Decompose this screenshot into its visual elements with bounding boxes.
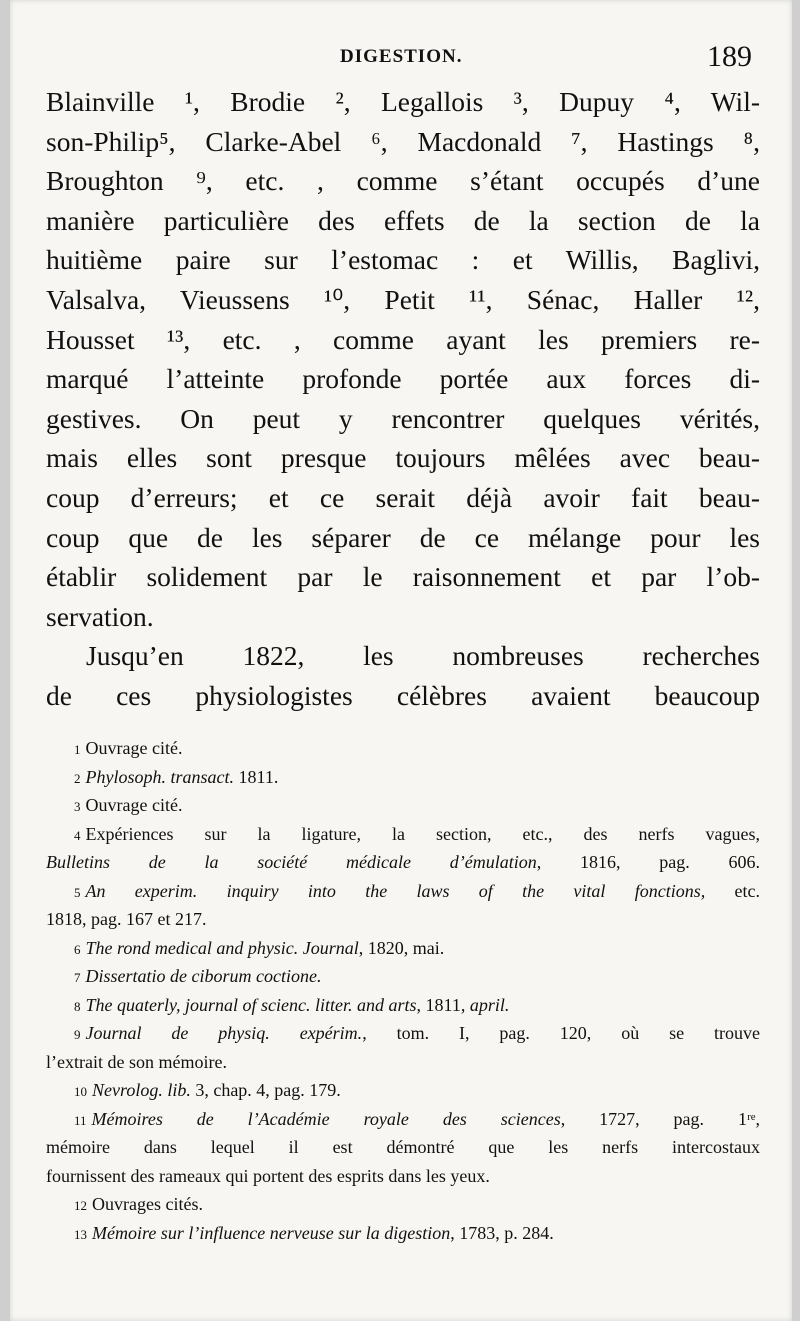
text-line: Blainville ¹, Brodie ², Legallois ³, Dupuy ⁴, Wil- xyxy=(46,86,760,117)
main-text xyxy=(46,82,760,716)
footnote-text: l’extrait de son mémoire. xyxy=(46,1051,227,1072)
text-line: manière particulière des effets de la section de la xyxy=(46,204,760,236)
footnote-number: 13 xyxy=(74,1226,87,1242)
text-line: gestives. On peut y rencontrer quelques vérités, xyxy=(46,402,760,434)
page-number: 189 xyxy=(707,40,752,73)
footnote-text: The rond medical and physic. Journal xyxy=(85,937,359,958)
footnote-text: Bulletins de la société médicale d’émulation xyxy=(46,852,537,872)
text-line: huitième paire sur l’estomac : et Willis, Baglivi, xyxy=(46,244,760,276)
footnote-number: 1 xyxy=(74,742,81,757)
footnote-text: fournissent des rameaux qui portent des esprits dans les yeux. xyxy=(46,1165,490,1186)
footnote-line xyxy=(46,820,760,849)
text-line: de ces physiologistes célèbres avaient beaucoup xyxy=(46,679,760,711)
footnote-number: 2 xyxy=(74,770,81,786)
running-title: DIGESTION. xyxy=(340,46,463,67)
footnote-text: etc. xyxy=(705,880,761,901)
footnote-text: Phylosoph. transact. xyxy=(85,766,234,787)
footnote-text: Mémoires de l’Académie royale des sciences xyxy=(91,1108,561,1129)
text-line: établir solidement par le raisonnement et par l’ob- xyxy=(46,561,760,593)
footnote-text: , 1816, pag. 606. xyxy=(536,852,760,872)
footnote-text: 3, chap. 4, pag. 179. xyxy=(190,1080,341,1100)
footnote-number: 4 xyxy=(74,827,81,843)
text-line: son-Philip⁵, Clarke-Abel ⁶, Macdonald ⁷, Hastings ⁸, xyxy=(46,125,760,157)
footnote-text: Dissertatio de ciborum coctione. xyxy=(85,966,322,986)
footnote-number: 6 xyxy=(74,941,81,957)
footnote-text: april. xyxy=(469,994,510,1015)
footnote-text: Expériences sur la ligature, la section, etc., des nerfs vagues, xyxy=(85,823,760,844)
footnote-number: 11 xyxy=(74,1112,87,1128)
footnote-line xyxy=(46,1162,760,1191)
footnote-line xyxy=(46,734,760,763)
footnote-number: 10 xyxy=(74,1084,87,1099)
footnote-text: Ouvrage cité. xyxy=(85,795,183,815)
footnote-line xyxy=(46,962,760,991)
footnote-text: , 1727, pag. 1ʳᵉ, xyxy=(560,1108,760,1129)
text-line: Valsalva, Vieussens ¹⁰, Petit ¹¹, Sénac, Haller ¹², xyxy=(46,283,760,315)
footnote-line xyxy=(46,1190,760,1219)
text-line: coup que de les séparer de ce mélange pour les xyxy=(46,521,760,553)
footnote-text: , tom. I, pag. 120, où se trouve xyxy=(362,1023,761,1043)
footnote-line xyxy=(46,877,760,906)
footnote-line xyxy=(46,1019,760,1048)
footnote-number: 8 xyxy=(74,998,81,1014)
footnote-text: Journal de physiq. expérim. xyxy=(85,1023,363,1043)
text-line: mais elles sont presque toujours mêlées avec beau- xyxy=(46,442,760,474)
footnote-text: mémoire dans lequel il est démontré que les nerfs intercostaux xyxy=(46,1137,760,1157)
footnote-text: Mémoire sur l’influence nerveuse sur la digestion xyxy=(92,1222,451,1243)
footnote-number: 9 xyxy=(74,1027,81,1042)
footnote-line xyxy=(46,1133,760,1162)
footnote-line xyxy=(46,1076,760,1105)
footnote-number: 5 xyxy=(74,884,81,900)
footnote-text: Nevrolog. lib. xyxy=(92,1080,191,1100)
footnote-text: , 1811, xyxy=(416,994,470,1015)
footnote-number: 7 xyxy=(74,970,81,985)
footnote-number: 12 xyxy=(74,1198,87,1213)
footnote-text: Ouvrage cité. xyxy=(85,738,183,758)
text-line: servation. xyxy=(46,600,154,632)
text-line: marqué l’atteinte profonde portée aux forces di- xyxy=(46,363,760,395)
footnote-text: 1811. xyxy=(234,766,279,787)
book-page xyxy=(10,0,792,1321)
footnote-line xyxy=(46,934,760,963)
footnote-line xyxy=(46,763,760,792)
text-line: Housset ¹³, etc. , comme ayant les premiers re- xyxy=(46,323,760,355)
page-header xyxy=(10,40,792,80)
footnote-line xyxy=(46,1048,760,1077)
footnotes xyxy=(46,734,760,1247)
footnote-text: An experim. inquiry into the laws of the vital fonctions, xyxy=(85,880,706,901)
footnote-text: 1818, pag. 167 et 217. xyxy=(46,909,207,929)
text-line: Jusqu’en 1822, les nombreuses recherches xyxy=(86,640,760,672)
footnote-line xyxy=(46,1105,760,1134)
footnote-line xyxy=(46,905,760,934)
footnote-line xyxy=(46,848,760,877)
text-line: coup d’erreurs; et ce serait déjà avoir fait beau- xyxy=(46,481,760,513)
footnote-text: The quaterly, journal of scienc. litter. and arts xyxy=(85,994,417,1015)
footnote-line xyxy=(46,991,760,1020)
text-line: Broughton ⁹, etc. , comme s’étant occupés d’une xyxy=(46,165,760,197)
footnote-text: Ouvrages cités. xyxy=(92,1194,203,1214)
footnote-text: , 1820, mai. xyxy=(358,937,445,958)
footnote-text: , 1783, p. 284. xyxy=(450,1222,554,1243)
footnote-line xyxy=(46,1219,760,1248)
footnote-number: 3 xyxy=(74,799,81,814)
footnote-line xyxy=(46,791,760,820)
